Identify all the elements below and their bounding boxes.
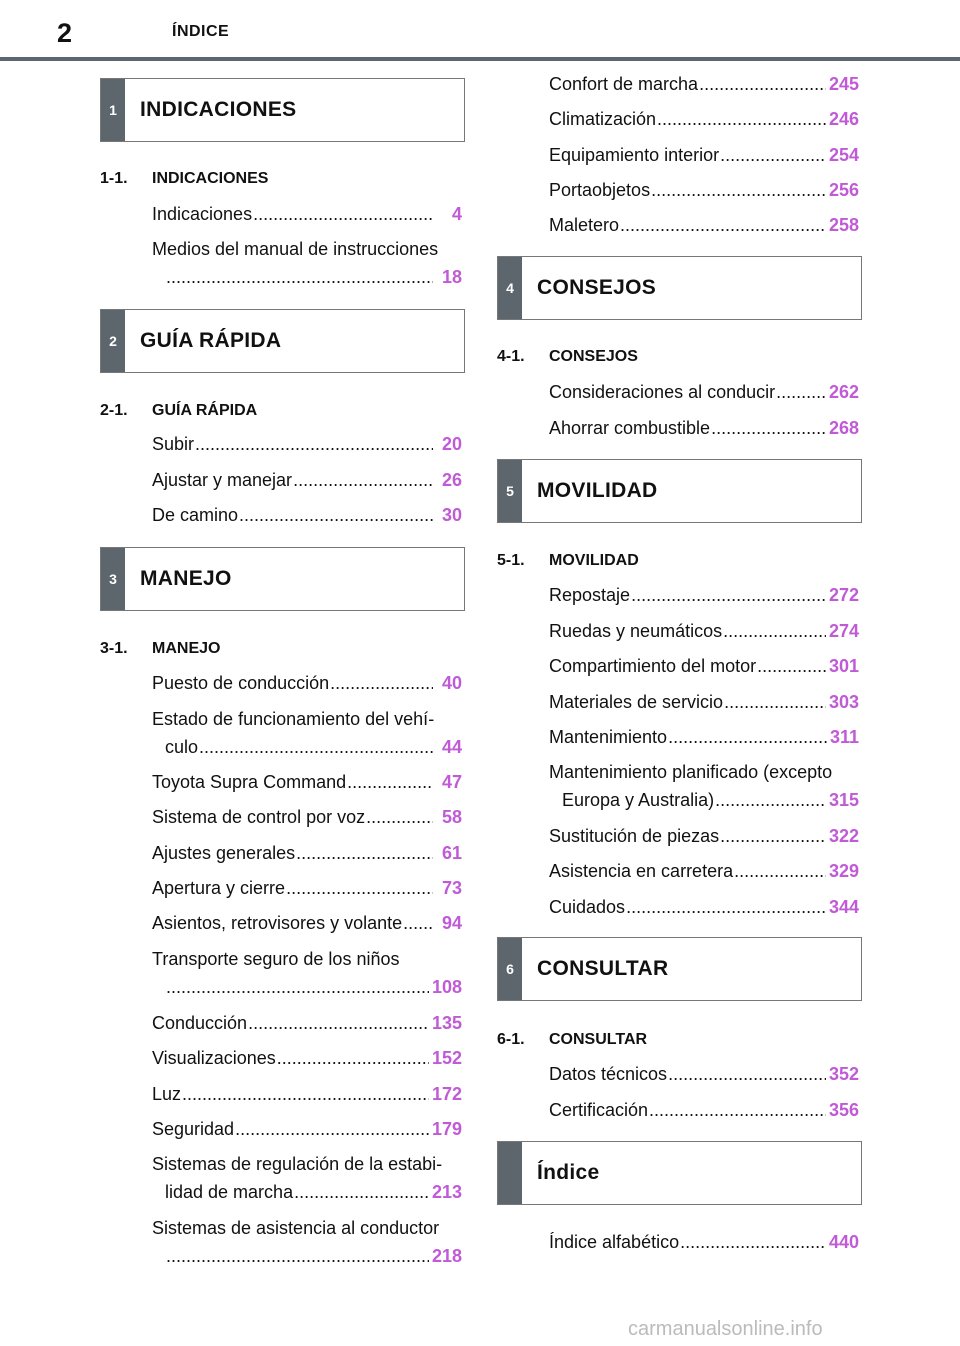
entry-page[interactable]: 258	[828, 215, 859, 235]
entry-label: Compartimiento del motor	[549, 656, 757, 676]
toc-entry[interactable]	[152, 1009, 462, 1037]
entry-page[interactable]: 73	[441, 878, 462, 898]
entry-label: Índice alfabético	[549, 1232, 680, 1252]
entry-label: Conducción	[152, 1013, 248, 1033]
entry-page[interactable]: 352	[828, 1064, 859, 1084]
entry-page[interactable]: 47	[441, 772, 462, 792]
toc-entry[interactable]	[152, 1044, 462, 1072]
entry-page[interactable]: 301	[828, 656, 859, 676]
entry-label: Equipamiento interior	[549, 145, 720, 165]
header-rule	[0, 57, 960, 61]
chapter-number: 3	[101, 548, 125, 610]
toc-entry[interactable]	[152, 945, 462, 1001]
chapter-header-3[interactable]	[100, 547, 465, 611]
entry-page[interactable]: 440	[828, 1232, 859, 1252]
entry-label: Datos técnicos	[549, 1064, 668, 1084]
chapter-title: MANEJO	[140, 567, 232, 590]
chapter-number: 1	[101, 79, 125, 141]
toc-entry[interactable]	[549, 822, 859, 850]
entry-page[interactable]: 262	[828, 382, 859, 402]
toc-entry[interactable]	[152, 803, 462, 831]
section-title: CONSULTAR	[549, 1031, 648, 1048]
entry-page[interactable]: 329	[828, 861, 859, 881]
toc-entry[interactable]	[152, 1080, 462, 1108]
entry-label: Toyota Supra Command	[152, 772, 347, 792]
entry-page[interactable]: 254	[828, 145, 859, 165]
watermark: carmanualsonline.info	[628, 1318, 823, 1340]
toc-entry[interactable]	[549, 211, 859, 239]
section-code: 5-1.	[497, 552, 525, 569]
section-code: 3-1.	[100, 640, 128, 657]
toc-entry[interactable]	[152, 1115, 462, 1143]
entry-page[interactable]: 172	[431, 1084, 462, 1104]
entry-label: Luz	[152, 1084, 182, 1104]
entry-label: Asistencia en carretera	[549, 861, 734, 881]
entry-page[interactable]: 356	[828, 1100, 859, 1120]
toc-entry[interactable]	[549, 652, 859, 680]
entry-label: Certificación	[549, 1100, 649, 1120]
entry-page[interactable]: 40	[441, 673, 462, 693]
entry-label: Materiales de servicio	[549, 692, 724, 712]
toc-entry[interactable]	[549, 1060, 859, 1088]
page-title: ÍNDICE	[172, 23, 230, 40]
chapter-title: GUÍA RÁPIDA	[140, 329, 282, 352]
toc-entry[interactable]	[549, 414, 859, 442]
entry-label: Sistemas de asistencia al conductor	[152, 1218, 440, 1238]
entry-page[interactable]: 213	[431, 1182, 462, 1202]
toc-entry[interactable]	[549, 105, 859, 133]
toc-entry[interactable]	[152, 466, 462, 494]
entry-page[interactable]: 272	[828, 585, 859, 605]
toc-entry[interactable]	[549, 1096, 859, 1124]
entry-label: Visualizaciones	[152, 1048, 276, 1068]
entry-page[interactable]: 135	[431, 1013, 462, 1033]
section-heading	[497, 348, 638, 366]
toc-entry[interactable]	[549, 893, 859, 921]
chapter-title: Índice	[537, 1161, 600, 1184]
entry-label: Seguridad	[152, 1119, 235, 1139]
entry-page[interactable]: 322	[828, 826, 859, 846]
entry-label: Portaobjetos	[549, 180, 651, 200]
page-number: 2	[57, 18, 73, 48]
toc-entry[interactable]	[549, 1228, 859, 1256]
entry-label: Transporte seguro de los niños	[152, 949, 400, 969]
chapter-header-6[interactable]	[497, 937, 862, 1001]
section-heading	[100, 170, 268, 188]
entry-label: Apertura y cierre	[152, 878, 286, 898]
section-code: 6-1.	[497, 1031, 525, 1048]
entry-page[interactable]: 108	[431, 977, 462, 997]
section-title: MANEJO	[152, 640, 221, 657]
toc-entry[interactable]	[152, 430, 462, 458]
toc-entry[interactable]: Estado de funcionamiento del vehí- culo ..... 44	[152, 705, 462, 761]
entry-page[interactable]: 344	[828, 897, 859, 917]
toc-entry[interactable]	[549, 141, 859, 169]
entry-label: Ajustar y manejar	[152, 470, 293, 490]
chapter-number: 4	[498, 257, 522, 319]
toc-entry[interactable]	[152, 874, 462, 902]
toc-entry[interactable]	[549, 617, 859, 645]
section-heading	[100, 640, 220, 658]
toc-entry[interactable]	[549, 378, 859, 406]
entry-page[interactable]: 268	[828, 418, 859, 438]
toc-entry[interactable]	[549, 581, 859, 609]
entry-label: De camino	[152, 505, 239, 525]
entry-page[interactable]: 179	[431, 1119, 462, 1139]
entry-label: Sustitución de piezas	[549, 826, 720, 846]
chapter-number	[498, 1142, 522, 1204]
toc-entry[interactable]	[152, 501, 462, 529]
section-code: 1-1.	[100, 170, 128, 187]
toc-entry[interactable]	[549, 857, 859, 885]
toc-entry[interactable]	[549, 176, 859, 204]
section-code: 4-1.	[497, 348, 525, 365]
entry-label: Climatización	[549, 109, 657, 129]
toc-entry[interactable]: Sistemas de regulación de la estabi- lidad de marcha ..... 213	[152, 1150, 462, 1206]
chapter-header-1[interactable]	[100, 78, 465, 142]
chapter-header-index[interactable]	[497, 1141, 862, 1205]
entry-label: Consideraciones al conducir	[549, 382, 776, 402]
entry-label: Ahorrar combustible	[549, 418, 711, 438]
entry-label: Ruedas y neumáticos	[549, 621, 723, 641]
entry-label: Sistema de control por voz	[152, 807, 366, 827]
toc-entry[interactable]	[549, 723, 859, 751]
toc-entry[interactable]	[152, 1214, 462, 1270]
chapter-number: 6	[498, 938, 522, 1000]
entry-label: Ajustes generales	[152, 843, 296, 863]
section-title: INDICACIONES	[152, 170, 269, 187]
entry-label: Sistemas de regulación de la estabi-	[152, 1154, 443, 1174]
toc-entry[interactable]	[152, 669, 462, 697]
entry-page[interactable]: 218	[431, 1246, 462, 1266]
section-title: GUÍA RÁPIDA	[152, 402, 258, 419]
entry-page[interactable]: 4	[451, 204, 462, 224]
entry-page[interactable]: 274	[828, 621, 859, 641]
entry-page[interactable]: 26	[441, 470, 462, 490]
chapter-title: CONSULTAR	[537, 957, 669, 980]
entry-label: Estado de funcionamiento del vehí-	[152, 709, 435, 729]
chapter-header-2[interactable]	[100, 309, 465, 373]
chapter-title: CONSEJOS	[537, 276, 657, 299]
section-title: MOVILIDAD	[549, 552, 639, 569]
toc-entry[interactable]	[549, 688, 859, 716]
chapter-header-4[interactable]	[497, 256, 862, 320]
entry-label: Mantenimiento planificado (excepto	[549, 762, 833, 782]
section-code: 2-1.	[100, 402, 128, 419]
entry-page[interactable]: 315	[828, 790, 859, 810]
entry-page[interactable]: 44	[441, 737, 462, 757]
chapter-title: INDICACIONES	[140, 98, 297, 121]
entry-page[interactable]: 30	[441, 505, 462, 525]
entry-label: Confort de marcha	[549, 74, 699, 94]
entry-page[interactable]: 20	[441, 434, 462, 454]
entry-page[interactable]: 58	[441, 807, 462, 827]
section-heading	[100, 402, 257, 420]
entry-label: Asientos, retrovisores y volante	[152, 913, 403, 933]
toc-entry[interactable]	[152, 200, 462, 228]
entry-label: Puesto de conducción	[152, 673, 330, 693]
chapter-header-5[interactable]	[497, 459, 862, 523]
entry-page[interactable]: 246	[828, 109, 859, 129]
entry-page[interactable]: 256	[828, 180, 859, 200]
chapter-number: 5	[498, 460, 522, 522]
section-heading	[497, 1031, 647, 1049]
entry-label: Medios del manual de instrucciones	[152, 239, 439, 259]
entry-label: Repostaje	[549, 585, 631, 605]
entry-page[interactable]: 311	[829, 727, 859, 747]
entry-label: Mantenimiento	[549, 727, 668, 747]
entry-page[interactable]: 94	[441, 913, 462, 933]
entry-page[interactable]: 61	[441, 843, 462, 863]
entry-page[interactable]: 303	[828, 692, 859, 712]
entry-page[interactable]: 18	[441, 267, 462, 287]
toc-entry[interactable]	[152, 909, 462, 937]
chapter-number: 2	[101, 310, 125, 372]
entry-label: Indicaciones	[152, 204, 253, 224]
section-heading	[497, 552, 639, 570]
chapter-title: MOVILIDAD	[537, 479, 658, 502]
toc-entry[interactable]	[549, 70, 859, 98]
toc-entry[interactable]	[152, 768, 462, 796]
entry-page[interactable]: 245	[828, 74, 859, 94]
section-title: CONSEJOS	[549, 348, 638, 365]
entry-label: Cuidados	[549, 897, 626, 917]
entry-label: Subir	[152, 434, 195, 454]
toc-entry[interactable]	[152, 235, 462, 291]
toc-entry[interactable]	[152, 839, 462, 867]
toc-entry[interactable]: Mantenimiento planificado (excepto Europa y Australia) ..... 315	[549, 758, 859, 814]
entry-label: Maletero	[549, 215, 620, 235]
entry-page[interactable]: 152	[431, 1048, 462, 1068]
